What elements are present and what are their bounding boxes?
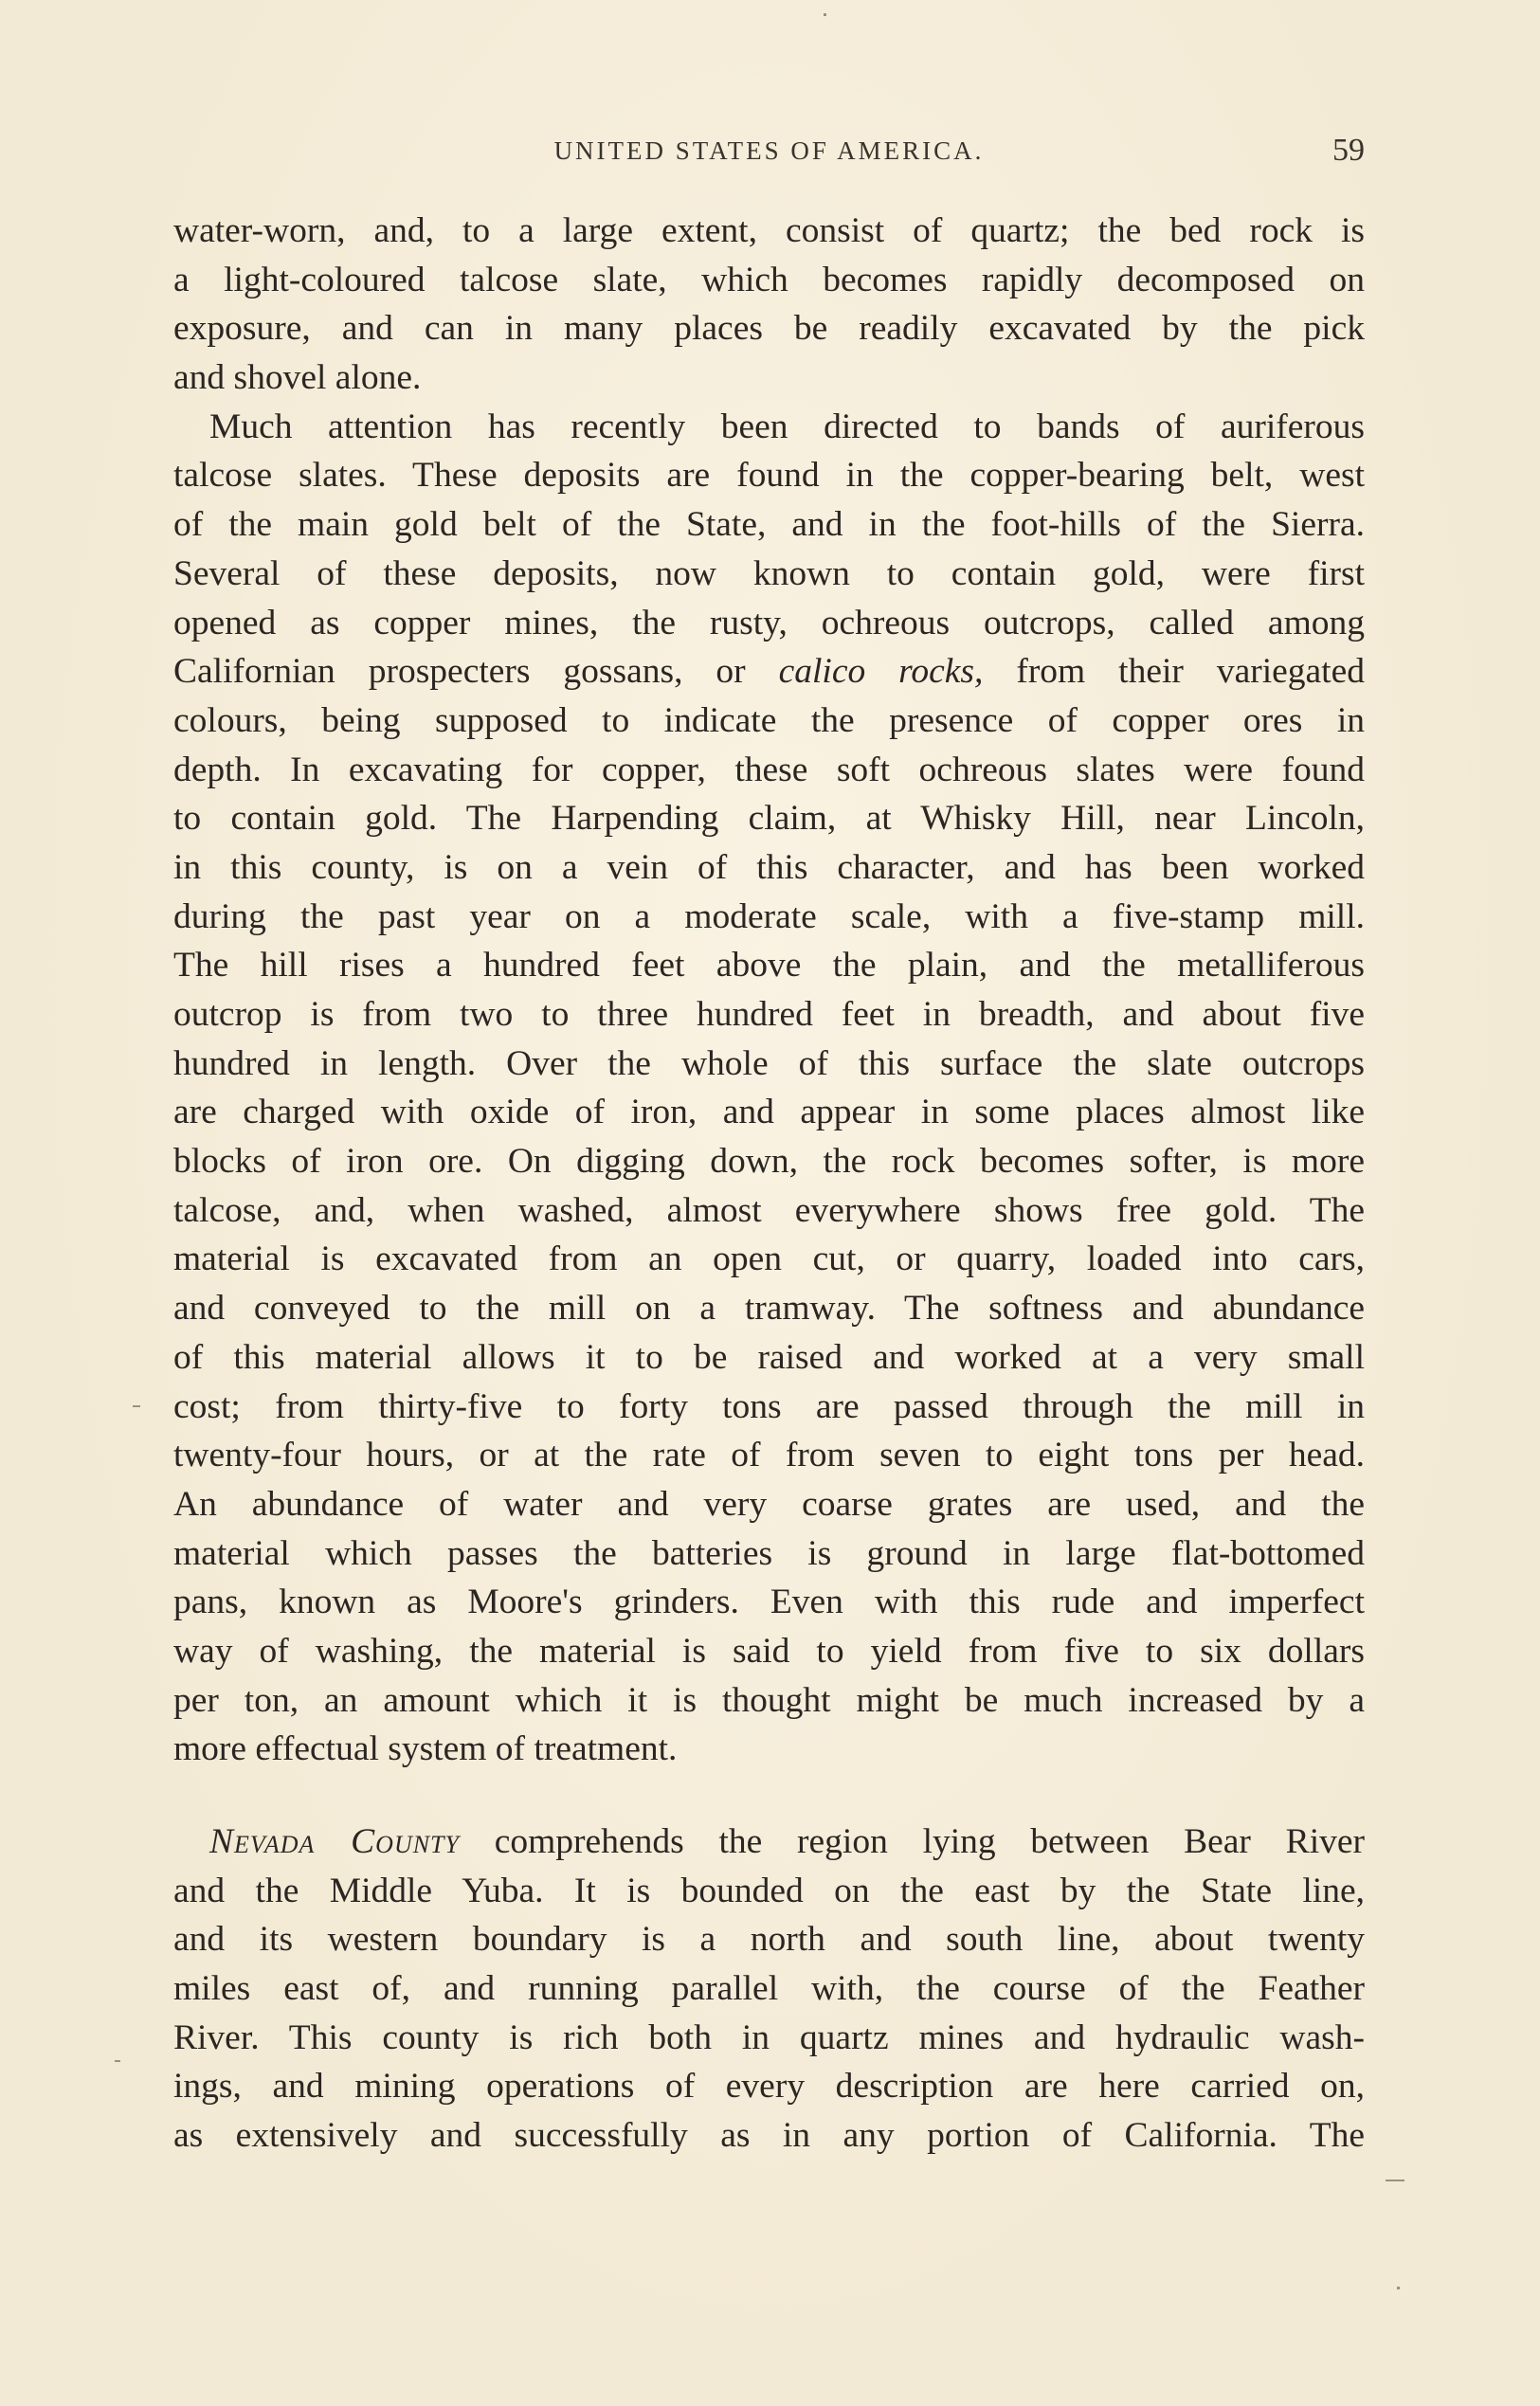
text-line: material is excavated from an open cut, or quarry, loaded into cars, (173, 1239, 1365, 1279)
text-segment: from their variegated (983, 652, 1365, 692)
paragraph (173, 207, 1365, 403)
text-line: are charged with oxide of iron, and appear in some places almost like (173, 1093, 1365, 1132)
text-line: in this county, is on a vein of this character, and has been worked (173, 847, 1365, 887)
text-line: and the Middle Yuba. It is bounded on the east by the State line, (173, 1871, 1365, 1910)
paragraph (173, 1818, 1365, 2161)
text-line (173, 1818, 1365, 1867)
text-line: Much attention has recently been directed to bands of auriferous (209, 407, 1365, 446)
text-line: depth. In excavating for copper, these soft ochreous slates were found (173, 750, 1365, 789)
margin-speck (824, 13, 826, 16)
text-line: exposure, and can in many places be readily excavated by the pick (173, 309, 1365, 349)
text-line: cost; from thirty-five to forty tons are passed through the mill in (173, 1386, 1365, 1426)
text-line: and its western boundary is a north and south line, about twenty (173, 1920, 1365, 1960)
text-line: a light-coloured talcose slate, which becomes rapidly decomposed on (173, 260, 1365, 299)
text-line: twenty-four hours, or at the rate of from seven to eight tons per head. (173, 1436, 1365, 1475)
text-segment: Californian prospecters gossans, or (173, 652, 779, 692)
italic-phrase: calico rocks, (778, 652, 984, 692)
text-line: water-worn, and, to a large extent, consist of quartz; the bed rock is (173, 211, 1365, 250)
text-line: miles east of, and running parallel with, the course of the Feather (173, 1969, 1365, 2009)
text-line: and shovel alone. (173, 358, 422, 398)
margin-speck (1397, 2287, 1400, 2289)
section-lead-in: Nevada County (209, 1822, 460, 1861)
text-line: more effectual system of treatment. (173, 1729, 678, 1769)
text-line: per ton, an amount which it is thought might be much increased by a (173, 1680, 1365, 1720)
text-line: and conveyed to the mill on a tramway. The softness and abundance (173, 1289, 1365, 1329)
text-line: opened as copper mines, the rusty, ochreous outcrops, called among (173, 603, 1365, 642)
text-line: ings, and mining operations of every description are here carried on, (173, 2067, 1365, 2107)
text-line (173, 647, 1365, 696)
section-gap (173, 1774, 1365, 1818)
text-line: way of washing, the material is said to yield from five to six dollars (173, 1631, 1365, 1671)
text-line: An abundance of water and very coarse grates are used, and the (173, 1484, 1365, 1524)
paragraph (173, 403, 1365, 1774)
text-line: colours, being supposed to indicate the presence of copper ores in (173, 700, 1365, 740)
text-line: River. This county is rich both in quartz mines and hydraulic wash- (173, 2017, 1365, 2057)
running-head: UNITED STATES OF AMERICA. (553, 136, 985, 165)
text-line: pans, known as Moore's grinders. Even with this rude and imperfect (173, 1583, 1365, 1622)
body-text (173, 207, 1365, 2161)
page-header (173, 133, 1365, 171)
margin-speck (133, 1405, 140, 1407)
text-line: talcose, and, when washed, almost everywhere shows free gold. The (173, 1190, 1365, 1230)
text-line: The hill rises a hundred feet above the plain, and the metalliferous (173, 946, 1365, 986)
text-line: during the past year on a moderate scale, with a five-stamp mill. (173, 896, 1365, 936)
text-line: material which passes the batteries is ground in large flat-bottomed (173, 1533, 1365, 1573)
text-line: blocks of iron ore. On digging down, the rock becomes softer, is more (173, 1142, 1365, 1182)
text-line: hundred in length. Over the whole of this surface the slate outcrops (173, 1043, 1365, 1083)
text-line: outcrop is from two to three hundred feet in breadth, and about five (173, 995, 1365, 1034)
margin-speck (1386, 2180, 1404, 2181)
text-line: of this material allows it to be raised and worked at a very small (173, 1337, 1365, 1377)
text-line: to contain gold. The Harpending claim, at Whisky Hill, near Lincoln, (173, 799, 1365, 839)
text-line: as extensively and successfully as in any portion of California. The (173, 2116, 1365, 2156)
text-segment: comprehends the region lying between Bear River (459, 1822, 1365, 1861)
page-number: 59 (1332, 133, 1365, 168)
text-line: Several of these deposits, now known to contain gold, were first (173, 553, 1365, 593)
text-line: talcose slates. These deposits are found in the copper-bearing belt, west (173, 456, 1365, 496)
text-line: of the main gold belt of the State, and in the foot-hills of the Sierra. (173, 505, 1365, 545)
margin-speck (115, 2060, 120, 2062)
